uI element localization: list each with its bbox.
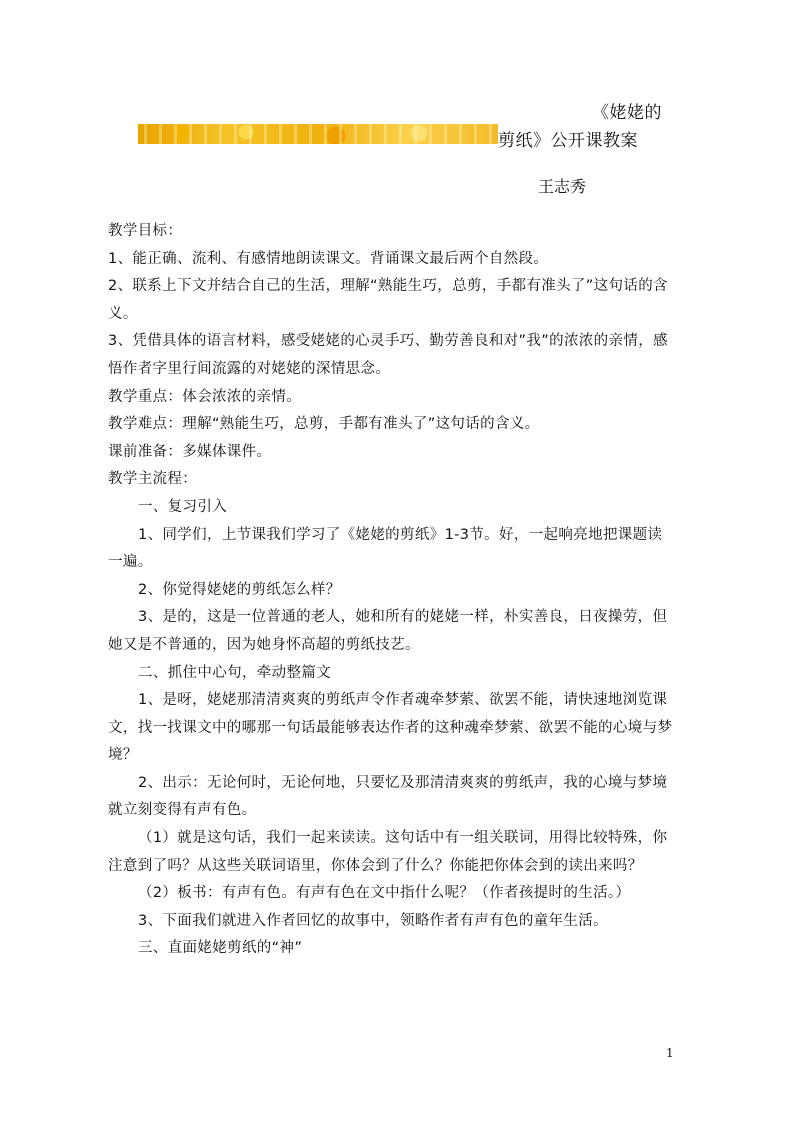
body-paragraph: 2、你觉得姥姥的剪纸怎么样？: [138, 581, 341, 598]
step-heading: 一、复习引入: [138, 498, 228, 515]
objective-item: 2、联系上下文并结合自己的生活，理解“熟能生巧，总剪，手都有准头了”这句话的含义。: [108, 278, 668, 322]
key-point: 教学重点：体会浓浓的亲情。: [108, 388, 302, 405]
body-paragraph: （2）板书：有声有色。有声有色在文中指什么呢？（作者孩提时的生活。）: [138, 885, 631, 902]
objective-item: 1、能正确、流利、有感情地朗读课文。背诵课文最后两个自然段。: [108, 250, 549, 267]
body-paragraph: 3、下面我们就进入作者回忆的故事中，领略作者有声有色的童年生活。: [138, 912, 608, 929]
body-paragraph: 2、出示：无论何时，无论何地，只要忆及那清清爽爽的剪纸声，我的心境与梦境就立刻变得有声有色。: [108, 774, 668, 819]
title-line-2: 剪纸》公开课教案: [498, 131, 638, 151]
document-body: [108, 218, 676, 963]
objective-item: 3、凭借具体的语言材料，感受姥姥的心灵手巧、勤劳善良和对”我”的浓浓的亲情，感悟作者字里行间流露的对姥姥的深情思念。: [108, 333, 668, 377]
preparation: 课前准备：多媒体课件。: [108, 443, 272, 460]
title-line-1: 《姥姥的: [592, 103, 662, 123]
body-paragraph: （1）就是这句话，我们一起来读读。这句话中有一组关联词，用得比较特殊，你注意到了吗？从这些关联词语里，你体会到了什么？你能把你体会到的读出来吗？: [108, 830, 668, 874]
difficult-point: 教学难点：理解“熟能生巧，总剪，手都有准头了”这句话的含义。: [108, 416, 540, 433]
step-heading: 三、直面姥姥剪纸的“神”: [138, 940, 303, 957]
section-heading: 教学主流程：: [108, 471, 198, 488]
body-paragraph: 1、是呀，姥姥那清清爽爽的剪纸声令作者魂牵梦萦、欲罢不能，请快速地浏览课文，找一找课文中的哪那一句话最能够表达作者的这种魂牵梦萦、欲罢不能的心境与梦境？: [108, 692, 673, 764]
body-paragraph: 3、是的，这是一位普通的老人，她和所有的姥姥一样，朴实善良，日夜操劳，但她又是不普通的，因为她身怀高超的剪纸技艺。: [108, 609, 668, 653]
page-number: 1: [666, 1046, 674, 1060]
body-paragraph: 1、同学们，上节课我们学习了《姥姥的剪纸》1-3节。好，一起响亮地把课题读一遍。: [108, 526, 663, 571]
author-name: 王志秀: [538, 177, 587, 196]
section-heading: 教学目标：: [108, 223, 183, 239]
decorative-banner-image: [138, 124, 498, 144]
step-heading: 二、抓住中心句，牵动整篇文: [138, 664, 332, 681]
